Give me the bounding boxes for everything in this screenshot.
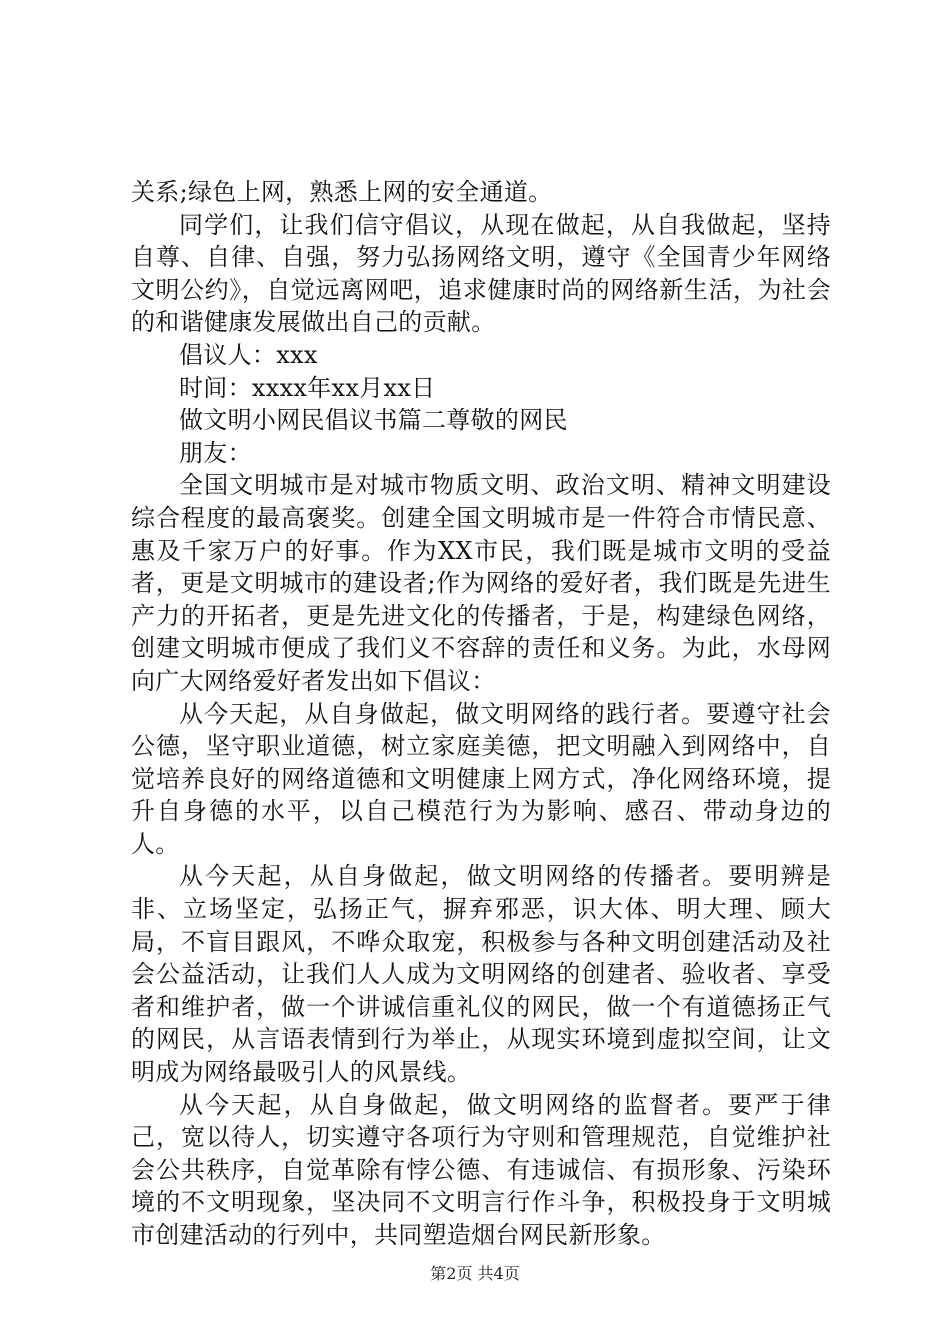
paragraph-practitioner: 从今天起，从自身做起，做文明网络的践行者。要遵守社会公德，坚守职业道德，树立家庭美德，把文明融入到网络中，自觉培养良好的网络道德和文明健康上网方式，净化网络环境，提升自身德的水平，以自己模范行为为影响、感召、带动身边的人。 [131, 699, 831, 858]
proposer-line: 倡议人：xxx [179, 340, 318, 369]
paragraph-intro: 全国文明城市是对城市物质文明、政治文明、精神文明建设综合程度的最高褒奖。创建全国文明城市是一件符合市情民意、惠及千家万户的好事。作为XX市民，我们既是城市文明的受益者，更是文明城市的建设者;作为网络的爱好者，我们既是先进生产力的开拓者，更是先进文化的传播者，于是，构建绿色网络，创建文明城市便成了我们义不容辞的责任和义务。为此，水母网向广大网络爱好者发出如下倡议： [131, 471, 831, 695]
paragraph-call-to-action: 同学们，让我们信守倡议，从现在做起，从自我做起，坚持自尊、自律、自强，努力弘扬网络文明，遵守《全国青少年网络文明公约》，自觉远离网吧，追求健康时尚的网络新生活，为社会的和谐健康发展做出自己的贡献。 [131, 210, 831, 337]
document-body [131, 176, 831, 1252]
paragraph-supervisor: 从今天起，从自身做起，做文明网络的监督者。要严于律己，宽以待人，切实遵守各项行为守则和管理规范，自觉维护社会公共秩序，自觉革除有悖公德、有违诚信、有损形象、污染环境的不文明现象，坚决同不文明言行作斗争，积极投身于文明城市创建活动的行列中，共同塑造烟台网民新形象。 [131, 1090, 831, 1249]
paragraph-continuation: 关系;绿色上网，熟悉上网的安全通道。 [131, 178, 553, 206]
salutation: 朋友： [179, 438, 252, 467]
section-heading: 做文明小网民倡议书篇二尊敬的网民 [179, 406, 568, 435]
page-number-footer: 第2页 共4页 [430, 1264, 520, 1283]
paragraph-disseminator: 从今天起，从自身做起，做文明网络的传播者。要明辨是非、立场坚定，弘扬正气，摒弃邪恶，识大体、明大理、顾大局，不盲目跟风，不哗众取宠，积极参与各种文明创建活动及社会公益活动，让我们人人成为文明网络的创建者、验收者、享受者和维护者，做一个讲诚信重礼仪的网民，做一个有道德扬正气的网民，从言语表情到行为举止，从现实环境到虚拟空间，让文明成为网络最吸引人的风景线。 [131, 862, 831, 1087]
date-line: 时间：xxxx年xx月xx日 [179, 373, 436, 402]
